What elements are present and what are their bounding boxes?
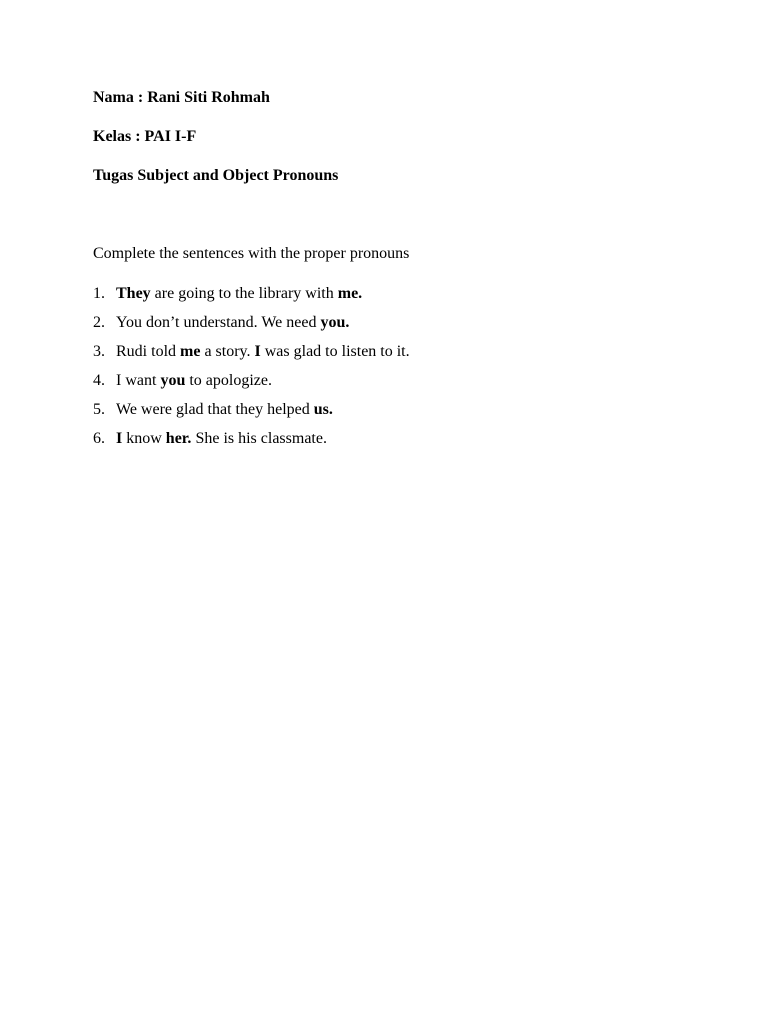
pronoun-answer: you. — [320, 314, 350, 331]
sentence-fragment: was glad to listen to it. — [260, 343, 410, 360]
item-sentence — [116, 314, 349, 331]
pronoun-answer: us. — [313, 401, 333, 418]
pronoun-answer: her. — [165, 430, 192, 447]
sentence-fragment: a story. — [200, 343, 255, 360]
pronoun-answer: I — [254, 343, 261, 360]
sentence-fragment: to apologize. — [185, 372, 272, 389]
item-sentence — [116, 401, 333, 418]
item-sentence — [116, 430, 327, 447]
pronoun-answer: I — [116, 430, 123, 447]
item-number: 1. — [93, 285, 105, 302]
exercise-item — [93, 429, 410, 458]
exercise-item — [93, 371, 410, 400]
sentence-fragment: We were glad that they helped — [116, 401, 314, 418]
item-number: 4. — [93, 372, 105, 389]
item-number: 6. — [93, 430, 105, 447]
pronoun-answer: me — [180, 343, 201, 360]
student-name: Nama : Rani Siti Rohmah — [93, 89, 270, 106]
exercise-item — [93, 313, 410, 342]
sentence-fragment: She is his classmate. — [191, 430, 327, 447]
item-sentence — [116, 372, 272, 389]
exercise-item — [93, 342, 410, 371]
pronoun-answer: me. — [337, 285, 363, 302]
student-class: Kelas : PAI I-F — [93, 128, 197, 145]
sentence-fragment: Rudi told — [116, 343, 181, 360]
exercise-list — [93, 284, 410, 458]
sentence-fragment: know — [122, 430, 166, 447]
item-number: 5. — [93, 401, 105, 418]
exercise-item — [93, 400, 410, 429]
instruction-text: Complete the sentences with the proper pronouns — [93, 245, 410, 262]
item-number: 3. — [93, 343, 105, 360]
item-number: 2. — [93, 314, 105, 331]
sentence-fragment: I want — [116, 372, 161, 389]
exercise-item — [93, 284, 410, 313]
pronoun-answer: you — [160, 372, 186, 389]
pronoun-answer: They — [116, 285, 151, 302]
item-sentence — [116, 343, 410, 360]
sentence-fragment: are going to the library with — [150, 285, 338, 302]
item-sentence — [116, 285, 362, 302]
sentence-fragment: You don’t understand. We need — [116, 314, 321, 331]
task-title: Tugas Subject and Object Pronouns — [93, 167, 339, 184]
